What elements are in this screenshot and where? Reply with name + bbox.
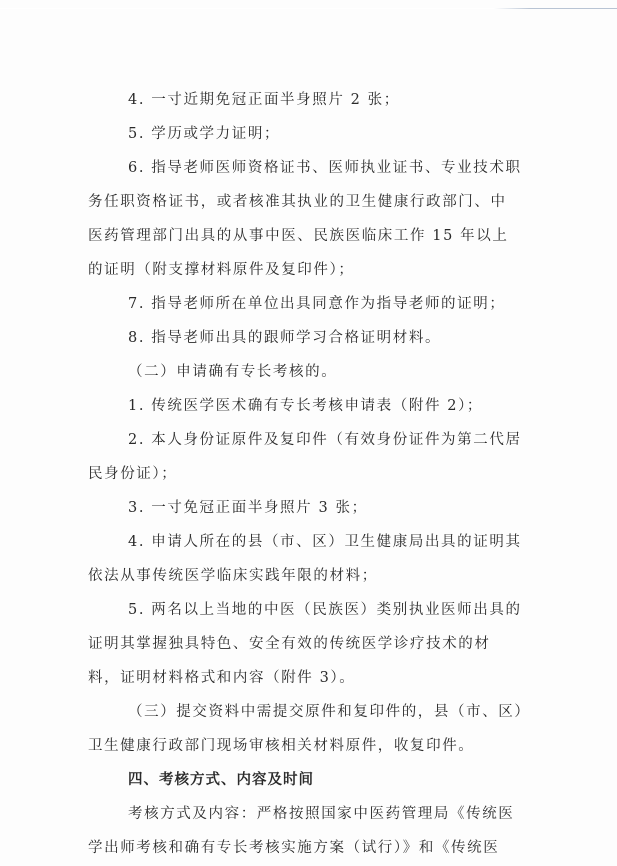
section-heading-2: （二）申请确有专长考核的。 — [128, 364, 338, 380]
section-heading-4: 四、考核方式、内容及时间 — [128, 772, 314, 788]
text-line-15: 依法从事传统医学临床实践年限的材料； — [88, 568, 378, 584]
text-line-18: 料，证明材料格式和内容（附件 3）。 — [88, 670, 356, 686]
text-line-7: 7. 指导老师所在单位出具同意作为指导老师的证明； — [128, 296, 506, 312]
text-line-22: 考核方式及内容：严格按照国家中医药管理局《传统医 — [128, 806, 515, 822]
text-line-6: 的证明（附支撑材料原件及复印件）； — [88, 262, 355, 278]
text-line-4: 务任职资格证书，或者核准其执业的卫生健康行政部门、中 — [88, 194, 507, 210]
text-line-12: 民身份证）； — [88, 466, 178, 482]
section-heading-3: （三）提交资料中需提交原件和复印件的，县（市、区） — [128, 704, 531, 720]
text-line-3: 6. 指导老师医师资格证书、医师执业证书、专业技术职 — [128, 160, 522, 176]
text-line-14: 4. 申请人所在的县（市、区）卫生健康局出具的证明其 — [128, 534, 522, 550]
text-line-11: 2. 本人身份证原件及复印件（有效身份证件为第二代居 — [128, 432, 522, 448]
text-line-5: 医药管理部门出具的从事中医、民族医临床工作 15 年以上 — [88, 228, 509, 244]
text-line-2: 5. 学历或学力证明； — [128, 126, 281, 142]
top-edge-rule — [0, 8, 617, 9]
text-line-10: 1. 传统医学医术确有专长考核申请表（附件 2）； — [128, 398, 484, 414]
text-line-13: 3. 一寸免冠正面半身照片 3 张； — [128, 500, 368, 516]
text-line-23: 学出师考核和确有专长考核实施方案（试行）》和《传统医 — [88, 840, 500, 856]
text-line-16: 5. 两名以上当地的中医（民族医）类别执业医师出具的 — [128, 602, 522, 618]
text-line-1: 4. 一寸近期免冠正面半身照片 2 张； — [128, 92, 400, 108]
text-line-8: 8. 指导老师出具的跟师学习合格证明材料。 — [128, 330, 442, 346]
text-line-20: 卫生健康行政部门现场审核相关材料原件，收复印件。 — [88, 738, 475, 754]
text-line-17: 证明其掌握独具特色、安全有效的传统医学诊疗技术的材 — [88, 636, 491, 652]
